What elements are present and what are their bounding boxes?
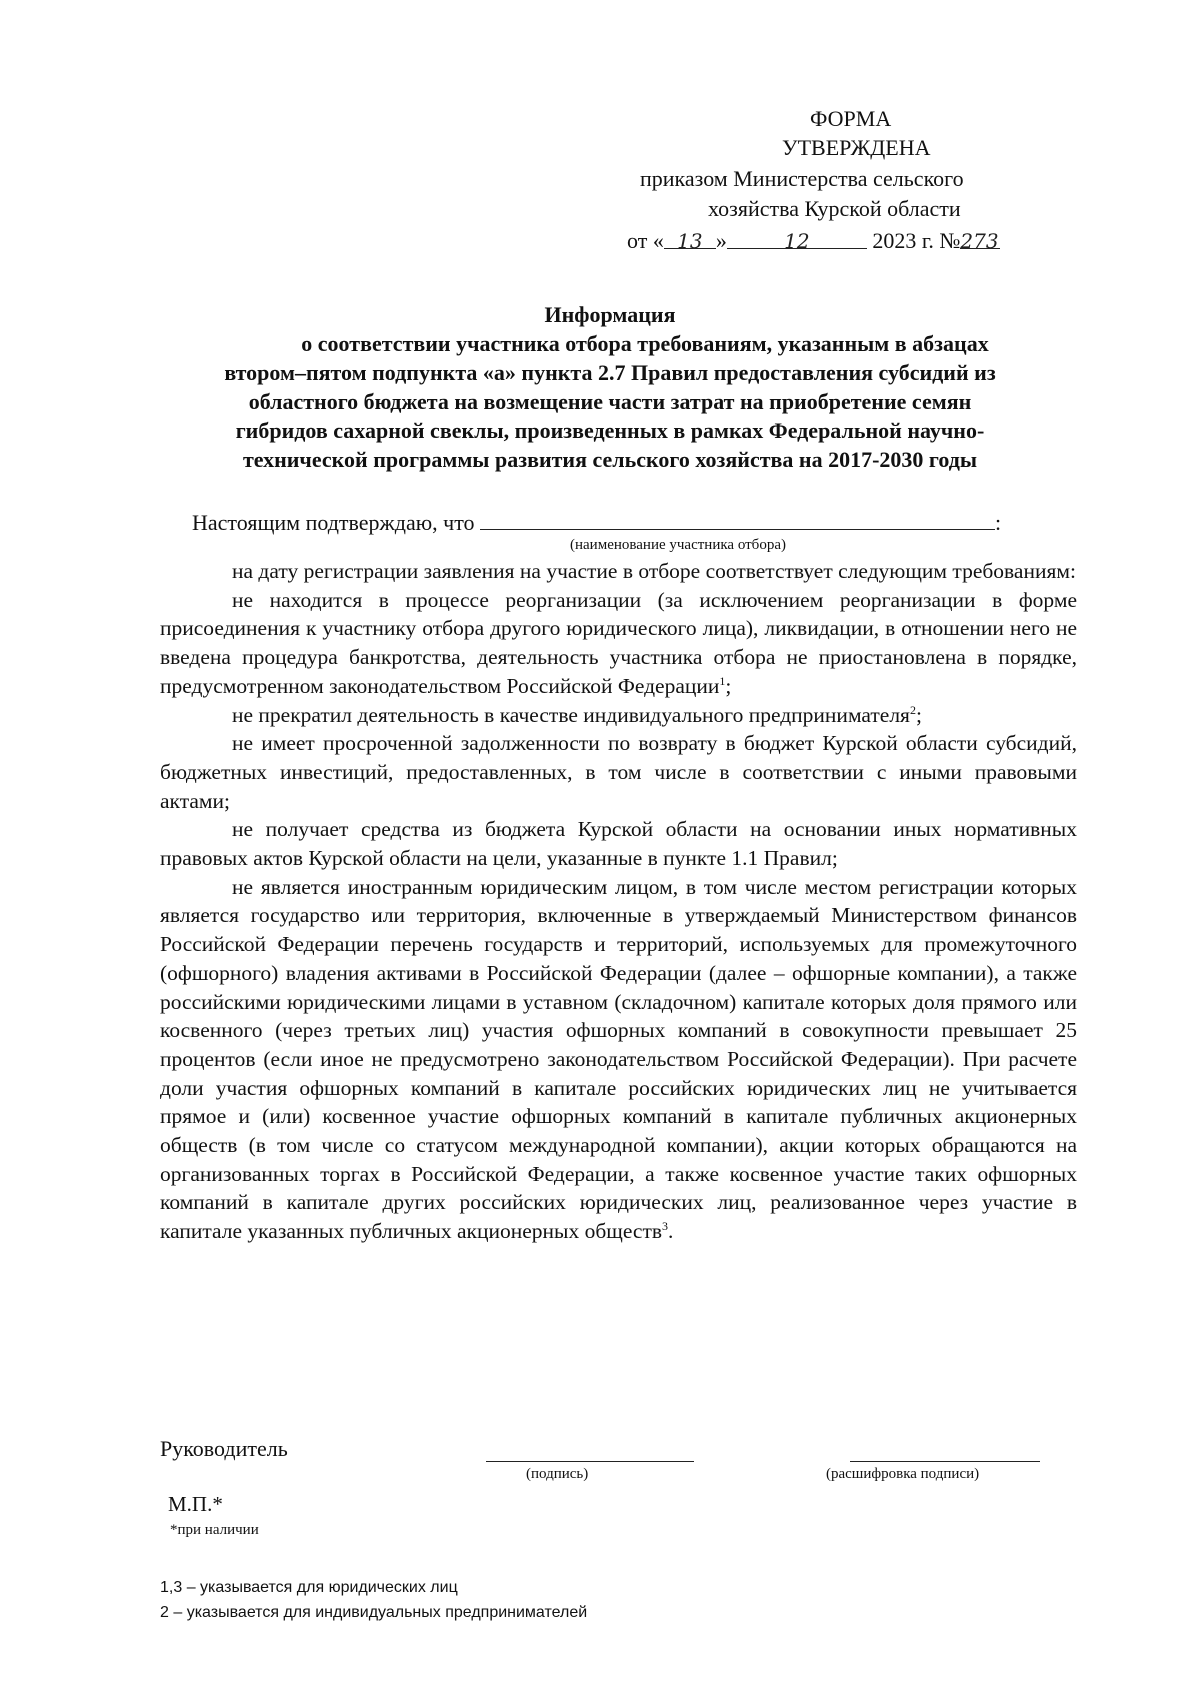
paragraph-1: на дату регистрации заявления на участие в отборе соответствует следующим требованиям: [232,559,1076,583]
title-line-4: гибридов сахарной свеклы, произведенных в рамках Федеральной научно- [235,418,985,443]
footnote-1: 1,3 – указывается для юридических лиц [160,1579,458,1596]
month-handwritten: 12 [784,229,810,253]
paragraph-2: не находится в процессе реорганизации (за исключением реорганизации в форме присоединения к участнику отбора другого юридического лица), ликвидации, в отношении него не введена процедура банкротства, деятельность участника отбора не приостановлена в порядке, предусмотренном законодательством Российской Федерации$^1$; [160,587,1077,698]
paragraph-4: не имеет просроченной задолженности по возврату в бюджет Курской области субсидий, бюджетных инвестиций, предоставленных, в том числе в соответствии с иными правовыми актами; [160,731,1077,813]
approval-form-label: ФОРМА [810,106,892,131]
approval-approved-label: УТВЕРЖДЕНА [782,135,931,160]
paragraph-3: не прекратил деятельность в качестве индивидуального предпринимателя$^2$; [232,702,922,727]
title-line-3: областного бюджета на возмещение части затрат на приобретение семян [248,389,972,414]
day-handwritten: 13 [677,229,703,253]
year-text: 2023 г. № [872,228,961,253]
signature-head-label: Руководитель [160,1436,288,1461]
day-blank [664,226,716,253]
seal-label: М.П.* [168,1492,223,1516]
confirm-line [192,507,1001,536]
paragraph-5: не получает средства из бюджета Курской области на основании иных нормативных правовых актов Курской области на цели, указанные в пункте 1.1 Правил; [160,817,1077,871]
title-line-5: технической программы развития сельского хозяйства на 2017-2030 годы [242,447,978,472]
footnote-ref-2: 2 [909,702,916,717]
date-prefix: от « [627,228,664,253]
signature-caption: (подпись) [526,1466,589,1482]
month-blank [727,226,867,253]
confirm-text: Настоящим подтверждаю, что [192,510,475,535]
seal-note: *при наличии [170,1522,259,1538]
footnote-2: 2 – указывается для индивидуальных предпринимателей [160,1604,588,1621]
requirements-body [160,557,1077,1246]
signature-line [486,1461,694,1462]
date-mid: » [715,228,727,253]
signature-decode-caption: (расшифровка подписи) [826,1466,980,1482]
approval-order-line: приказом Министерства сельского [640,166,964,191]
signature-decode-line [850,1461,1040,1462]
number-blank [960,226,1000,253]
footnote-ref-3: 3 [662,1219,668,1234]
confirm-colon: : [995,510,1002,535]
participant-name-blank [480,507,995,530]
footnote-ref-1: 1 [719,673,726,688]
approval-date-line [627,226,1000,256]
title-line-2: втором–пятом подпункта «а» пункта 2.7 Правил предоставления субсидий из [224,360,996,385]
document-title [150,300,1070,474]
paragraph-6: не является иностранным юридическим лицом, в том числе местом регистрации которых является государство или территория, включенные в утверждаемый Министерством финансов Российской Федерации перечень государств и территорий, используемых для промежуточного (офшорного) владения активами в Российской Федерации (далее – офшорные компании), а также российскими юридическими лицами в уставном (складочном) капитале которых доля прямого или косвенного (через третьих лиц) участия офшорных компаний в совокупности превышает 25 процентов (если иное не предусмотрено законодательством Российской Федерации). При расчете доли участия офшорных компаний в капитале российских юридических лиц не учитывается прямое и (или) косвенное участие офшорных компаний в капитале публичных акционерных обществ (в том числе со статусом международной компании), акции которых обращаются на организованных торгах в Российской Федерации, а также косвенное участие таких офшорных компаний в капитале других российских юридических лиц, реализованное через участие в капитале указанных публичных акционерных обществ$^3$. [160,874,1077,1244]
title-line-1: о соответствии участника отбора требованиям, указанным в абзацах [301,331,989,356]
number-handwritten: 273 [960,229,999,253]
participant-name-caption: (наименование участника отбора) [570,537,786,553]
title-heading: Информация [544,302,676,327]
approval-ministry-line: хозяйства Курской области [708,196,961,221]
